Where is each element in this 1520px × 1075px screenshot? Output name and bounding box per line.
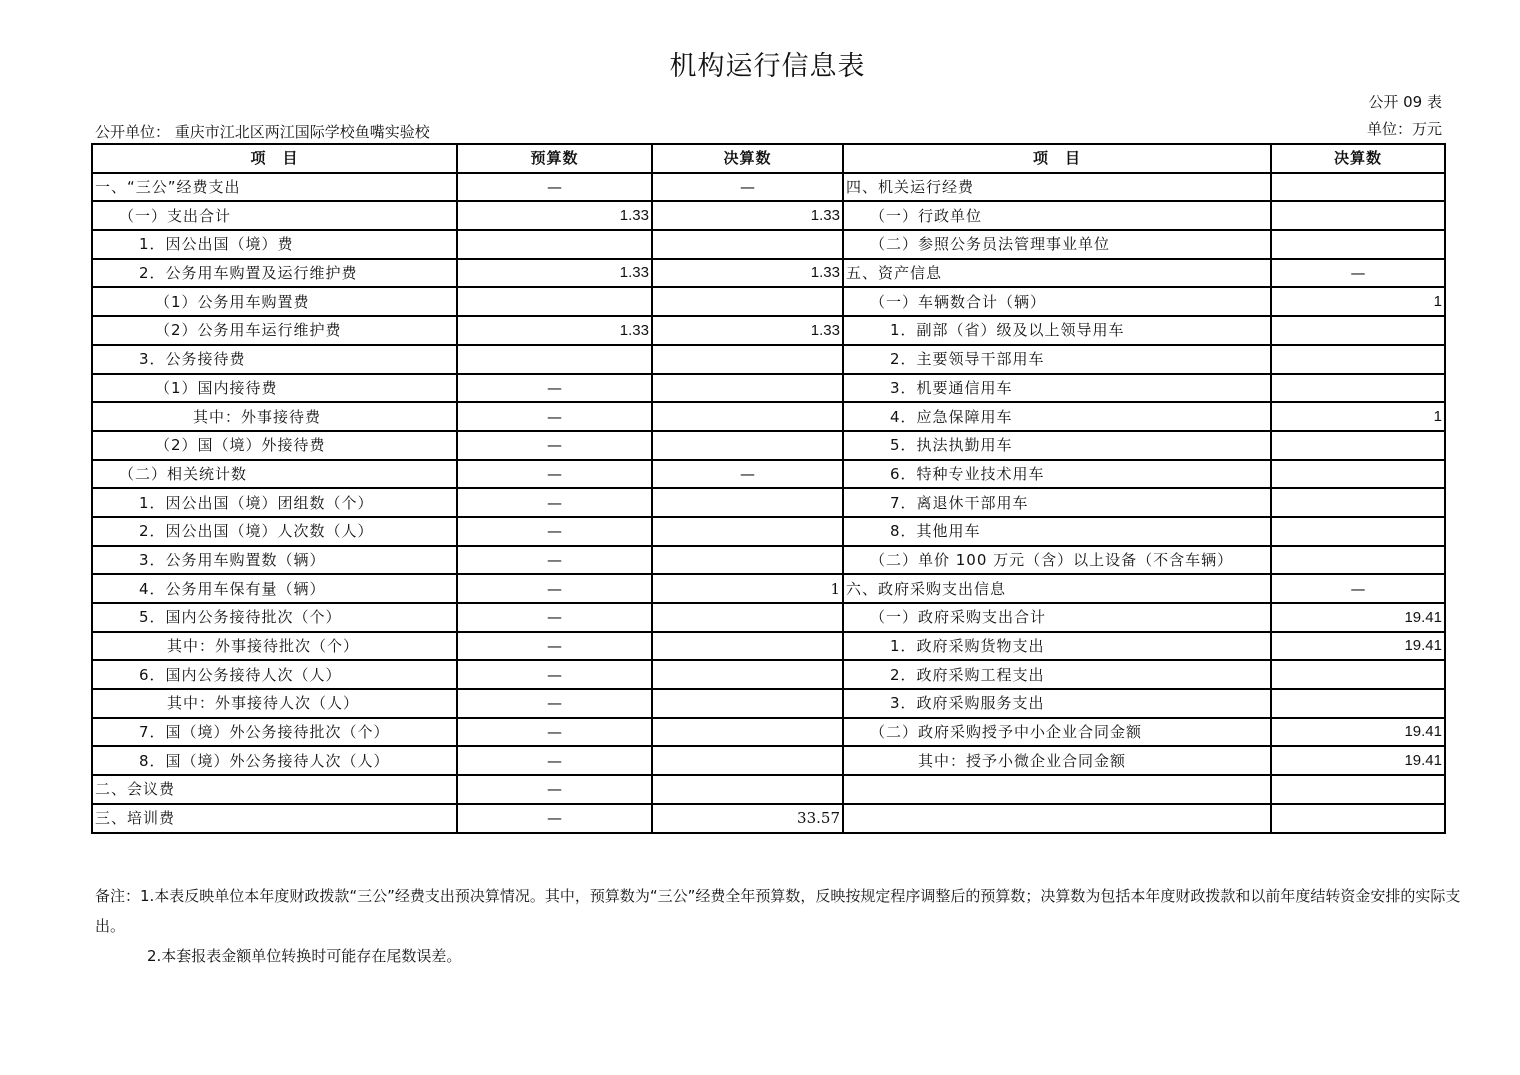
budget-cell: — (457, 374, 652, 403)
left-item-cell: 3．公务用车购置数（辆） (92, 546, 457, 575)
table-row (92, 402, 1445, 431)
budget-cell: — (457, 746, 652, 775)
budget-cell (457, 230, 652, 259)
left-item-cell: 1．因公出国（境）费 (92, 230, 457, 259)
left-item-cell: 2．因公出国（境）人次数（人） (92, 517, 457, 546)
table-row (92, 775, 1445, 804)
budget-cell: 1.33 (457, 201, 652, 230)
final-right-cell (1271, 775, 1445, 804)
budget-cell: — (457, 488, 652, 517)
final-left-cell (652, 718, 843, 747)
budget-cell: — (457, 775, 652, 804)
table-row (92, 488, 1445, 517)
final-right-cell (1271, 431, 1445, 460)
final-right-cell: 19.41 (1271, 718, 1445, 747)
budget-cell: — (457, 718, 652, 747)
budget-cell: — (457, 546, 652, 575)
note-2: 2.本套报表金额单位转换时可能存在尾数误差。 (147, 947, 462, 965)
right-item-cell: （二）政府采购授予中小企业合同金额 (843, 718, 1271, 747)
right-item-cell: 8．其他用车 (843, 517, 1271, 546)
right-item-cell: （二）单价 100 万元（含）以上设备（不含车辆） (843, 546, 1271, 575)
right-item-cell: 2．政府采购工程支出 (843, 660, 1271, 689)
header-item-right: 项 目 (843, 144, 1271, 173)
organization-label: 公开单位： 重庆市江北区两江国际学校鱼嘴实验校 (95, 123, 430, 141)
final-left-cell: 1.33 (652, 259, 843, 288)
right-item-cell: 4．应急保障用车 (843, 402, 1271, 431)
budget-cell (457, 287, 652, 316)
right-item-cell: （一）车辆数合计（辆） (843, 287, 1271, 316)
left-item-cell: 其中：外事接待费 (92, 402, 457, 431)
left-item-cell: （一）支出合计 (92, 201, 457, 230)
left-item-cell: 4．公务用车保有量（辆） (92, 574, 457, 603)
final-right-cell (1271, 374, 1445, 403)
final-left-cell (652, 431, 843, 460)
right-item-cell (843, 775, 1271, 804)
left-item-cell: 2．公务用车购置及运行维护费 (92, 259, 457, 288)
final-right-cell (1271, 546, 1445, 575)
final-right-cell (1271, 345, 1445, 374)
right-item-cell: 1．副部（省）级及以上领导用车 (843, 316, 1271, 345)
table-row (92, 259, 1445, 288)
page-title: 机构运行信息表 (669, 51, 866, 82)
left-item-cell: 8．国（境）外公务接待人次（人） (92, 746, 457, 775)
left-item-cell: （2）国（境）外接待费 (92, 431, 457, 460)
table-row (92, 316, 1445, 345)
right-item-cell: 其中：授予小微企业合同金额 (843, 746, 1271, 775)
right-item-cell: 五、资产信息 (843, 259, 1271, 288)
final-left-cell (652, 689, 843, 718)
left-item-cell: 其中：外事接待批次（个） (92, 632, 457, 661)
final-left-cell (652, 546, 843, 575)
right-item-cell: 3．政府采购服务支出 (843, 689, 1271, 718)
left-item-cell: 一、“三公”经费支出 (92, 173, 457, 202)
right-item-cell: 6．特种专业技术用车 (843, 460, 1271, 489)
final-left-cell: 1.33 (652, 316, 843, 345)
right-item-cell: 六、政府采购支出信息 (843, 574, 1271, 603)
table-row (92, 431, 1445, 460)
left-item-cell: 二、会议费 (92, 775, 457, 804)
left-item-cell: 三、培训费 (92, 804, 457, 833)
final-left-cell: — (652, 460, 843, 489)
final-left-cell: 1 (652, 574, 843, 603)
table-row (92, 546, 1445, 575)
table-row (92, 746, 1445, 775)
final-left-cell (652, 402, 843, 431)
form-number: 公开 09 表 (1368, 93, 1442, 111)
left-item-cell: （二）相关统计数 (92, 460, 457, 489)
budget-cell: — (457, 517, 652, 546)
final-left-cell: 1.33 (652, 201, 843, 230)
table-row (92, 374, 1445, 403)
budget-cell (457, 345, 652, 374)
right-item-cell (843, 804, 1271, 833)
final-right-cell (1271, 201, 1445, 230)
final-right-cell: 1 (1271, 287, 1445, 316)
final-left-cell (652, 603, 843, 632)
right-item-cell: 3．机要通信用车 (843, 374, 1271, 403)
final-right-cell (1271, 488, 1445, 517)
right-item-cell: 5．执法执勤用车 (843, 431, 1271, 460)
final-left-cell (652, 660, 843, 689)
final-left-cell (652, 632, 843, 661)
note-1: 备注：1.本表反映单位本年度财政拨款“三公”经费支出预决算情况。其中，预算数为“三公”经费全年预算数，反映按规定程序调整后的预算数；决算数为包括本年度财政拨款和以前年度结转资金安排的实际支出。 (95, 887, 1461, 935)
table-header-row (92, 144, 1445, 173)
right-item-cell: （一）政府采购支出合计 (843, 603, 1271, 632)
final-left-cell (652, 374, 843, 403)
budget-cell: — (457, 173, 652, 202)
final-right-cell (1271, 689, 1445, 718)
table-row (92, 517, 1445, 546)
table-row (92, 201, 1445, 230)
right-item-cell: 7．离退休干部用车 (843, 488, 1271, 517)
table-row (92, 345, 1445, 374)
final-right-cell (1271, 173, 1445, 202)
budget-cell: — (457, 460, 652, 489)
budget-cell: — (457, 574, 652, 603)
final-right-cell (1271, 230, 1445, 259)
final-left-cell (652, 517, 843, 546)
table-row (92, 460, 1445, 489)
table-row (92, 718, 1445, 747)
right-item-cell: 2．主要领导干部用车 (843, 345, 1271, 374)
final-right-cell: — (1271, 574, 1445, 603)
left-item-cell: 7．国（境）外公务接待批次（个） (92, 718, 457, 747)
table-row (92, 574, 1445, 603)
left-item-cell: 1．因公出国（境）团组数（个） (92, 488, 457, 517)
final-left-cell (652, 488, 843, 517)
budget-cell: — (457, 402, 652, 431)
budget-cell: — (457, 804, 652, 833)
left-item-cell: （1）公务用车购置费 (92, 287, 457, 316)
notes (95, 881, 1485, 971)
header-final-left: 决算数 (652, 144, 843, 173)
final-left-cell (652, 775, 843, 804)
final-left-cell: 33.57 (652, 804, 843, 833)
info-table (91, 143, 1446, 834)
budget-cell: — (457, 660, 652, 689)
right-item-cell: 1．政府采购货物支出 (843, 632, 1271, 661)
final-right-cell (1271, 517, 1445, 546)
final-left-cell: — (652, 173, 843, 202)
table-row (92, 230, 1445, 259)
left-item-cell: 5．国内公务接待批次（个） (92, 603, 457, 632)
final-right-cell: 1 (1271, 402, 1445, 431)
table-row (92, 173, 1445, 202)
table-row (92, 689, 1445, 718)
final-left-cell (652, 230, 843, 259)
table-row (92, 804, 1445, 833)
right-item-cell: （一）行政单位 (843, 201, 1271, 230)
final-right-cell: 19.41 (1271, 603, 1445, 632)
table-row (92, 603, 1445, 632)
final-right-cell (1271, 460, 1445, 489)
final-right-cell: 19.41 (1271, 632, 1445, 661)
final-right-cell (1271, 660, 1445, 689)
budget-cell: — (457, 431, 652, 460)
final-right-cell (1271, 804, 1445, 833)
header-final-right: 决算数 (1271, 144, 1445, 173)
unit-label: 单位：万元 (1366, 120, 1442, 138)
final-left-cell (652, 345, 843, 374)
right-item-cell: 四、机关运行经费 (843, 173, 1271, 202)
budget-cell: 1.33 (457, 259, 652, 288)
header-item-left: 项 目 (92, 144, 457, 173)
table-body (92, 173, 1445, 833)
final-right-cell (1271, 316, 1445, 345)
left-item-cell: 6．国内公务接待人次（人） (92, 660, 457, 689)
final-right-cell: 19.41 (1271, 746, 1445, 775)
table-row (92, 660, 1445, 689)
budget-cell: 1.33 (457, 316, 652, 345)
budget-cell: — (457, 603, 652, 632)
table-row (92, 632, 1445, 661)
table-row (92, 287, 1445, 316)
left-item-cell: 3．公务接待费 (92, 345, 457, 374)
left-item-cell: 其中：外事接待人次（人） (92, 689, 457, 718)
header-budget: 预算数 (457, 144, 652, 173)
budget-cell: — (457, 632, 652, 661)
budget-cell: — (457, 689, 652, 718)
left-item-cell: （1）国内接待费 (92, 374, 457, 403)
final-left-cell (652, 287, 843, 316)
left-item-cell: （2）公务用车运行维护费 (92, 316, 457, 345)
final-right-cell: — (1271, 259, 1445, 288)
final-left-cell (652, 746, 843, 775)
right-item-cell: （二）参照公务员法管理事业单位 (843, 230, 1271, 259)
